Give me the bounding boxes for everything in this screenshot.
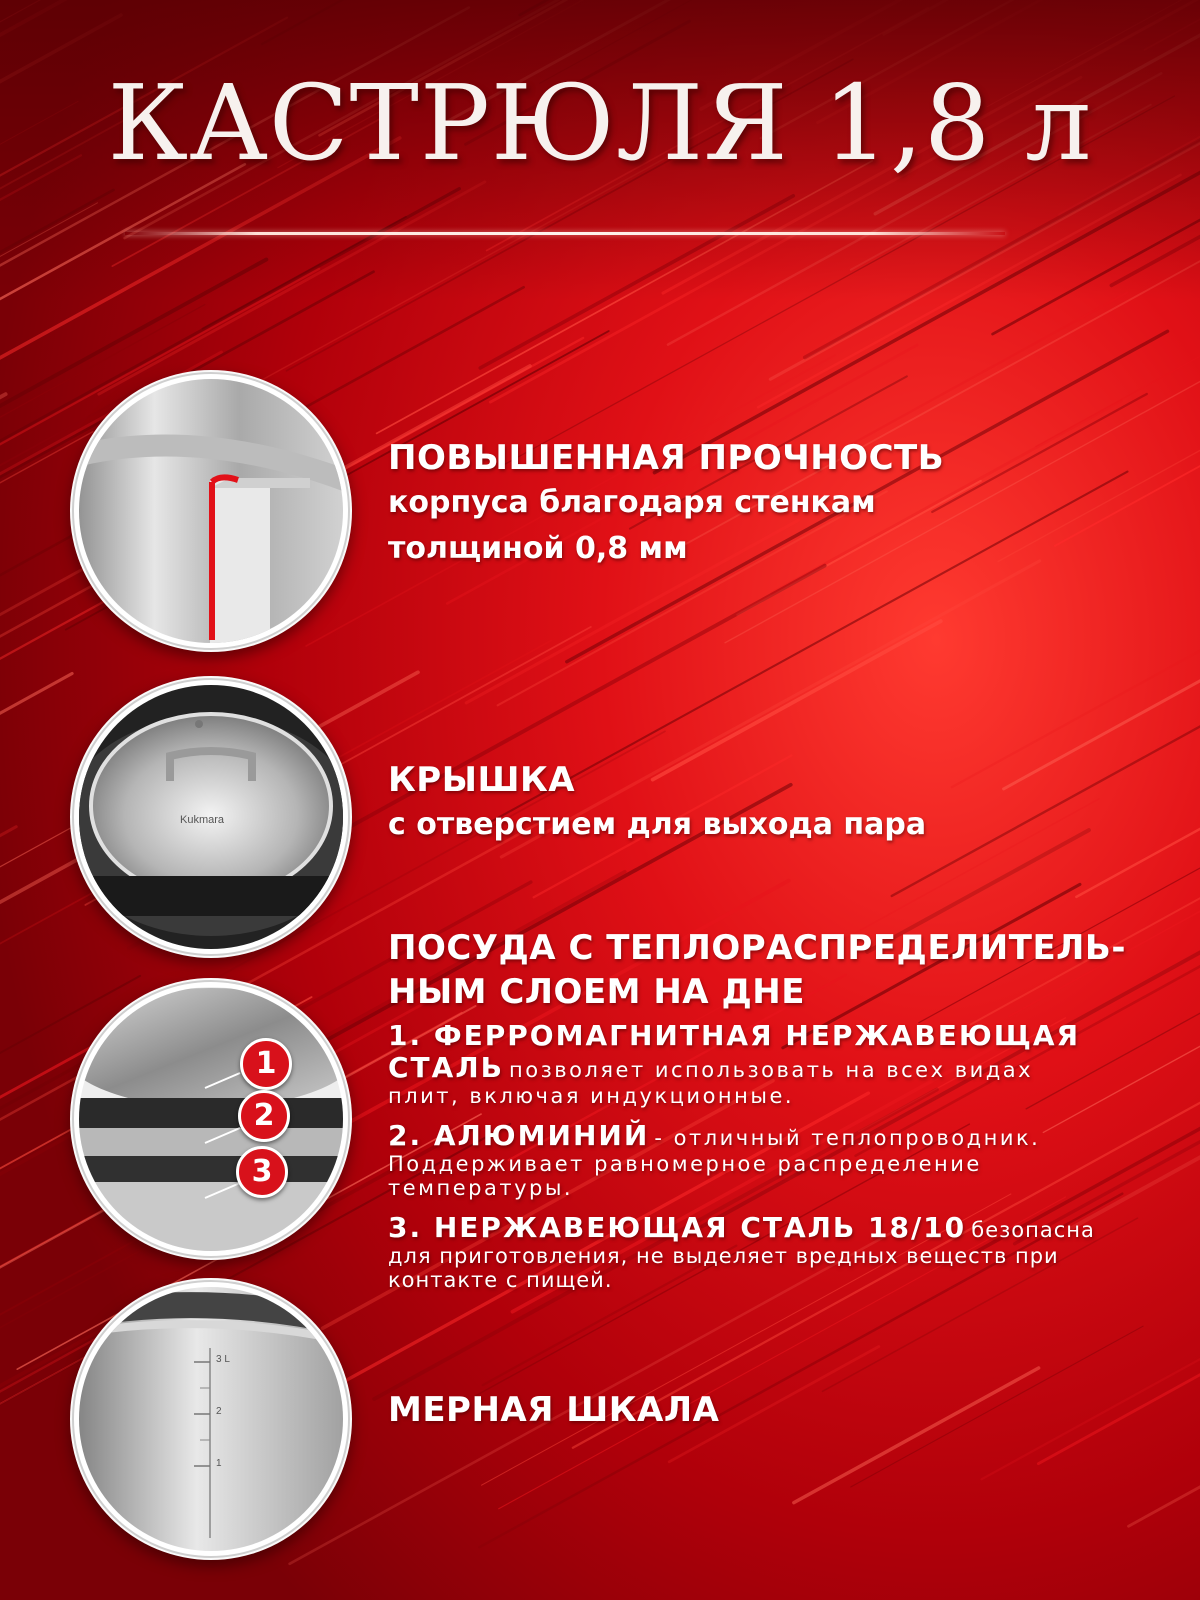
- scale-mark-1: 1: [216, 1458, 222, 1469]
- lid-heading: КРЫШКА: [388, 760, 576, 800]
- glass-lid-icon: [70, 676, 352, 958]
- layer-item-3: [388, 1212, 1106, 1292]
- measuring-scale-icon: [70, 1278, 352, 1560]
- scale-mark-2: 2: [216, 1406, 222, 1417]
- scale-feature: [388, 1388, 719, 1432]
- page-title: КАСТРЮЛЯ 1,8 л: [107, 62, 1093, 184]
- layer-item-2-text: - отличный теплопроводник. Поддерживает равномерное распределение температуры.: [388, 1126, 1041, 1200]
- layers-heading-block: [388, 926, 1126, 1014]
- layer-item-1-lead: 1. ФЕРРОМАГНИТНАЯ НЕРЖАВЕЮЩАЯ СТАЛЬ: [388, 1019, 1081, 1084]
- layer-badge-1: 1: [240, 1038, 292, 1090]
- brand-label: Kukmara: [180, 814, 225, 826]
- layer-badge-2: 2: [238, 1090, 290, 1142]
- layers-heading-line-2: НЫМ СЛОЕМ НА ДНЕ: [388, 972, 805, 1012]
- layer-item-3-text: безопасна для приготовления, не выделяет вредных веществ при контакте с пищей.: [388, 1218, 1095, 1292]
- layer-badge-3: 3: [236, 1146, 288, 1198]
- strength-line-1: корпуса благодаря стенкам: [388, 485, 876, 520]
- title-divider: [125, 232, 1005, 235]
- scale-heading: МЕРНАЯ ШКАЛА: [388, 1390, 720, 1430]
- layer-item-3-lead: 3. НЕРЖАВЕЮЩАЯ СТАЛЬ 18/10: [388, 1211, 967, 1244]
- lid-feature: [388, 758, 926, 848]
- strength-heading: ПОВЫШЕННАЯ ПРОЧНОСТЬ: [388, 438, 945, 478]
- layered-bottom-icon: [70, 978, 352, 1260]
- layer-item-1-text: позволяет использовать на всех видах плит, включая индукционные.: [388, 1058, 1034, 1108]
- strength-feature: [388, 436, 944, 572]
- layer-item-1: [388, 1020, 1106, 1108]
- scale-mark-3l: 3 L: [216, 1354, 230, 1365]
- lid-line-1: с отверстием для выхода пара: [388, 807, 927, 842]
- layer-item-2-lead: 2. АЛЮМИНИЙ: [388, 1119, 650, 1152]
- layers-heading-line-1: ПОСУДА С ТЕПЛОРАСПРЕДЕЛИТЕЛЬ-: [388, 928, 1126, 968]
- pot-wall-section-icon: [70, 370, 352, 652]
- layers-list: [388, 1020, 1106, 1292]
- strength-line-2: толщиной 0,8 мм: [388, 531, 688, 566]
- layer-item-2: [388, 1120, 1106, 1200]
